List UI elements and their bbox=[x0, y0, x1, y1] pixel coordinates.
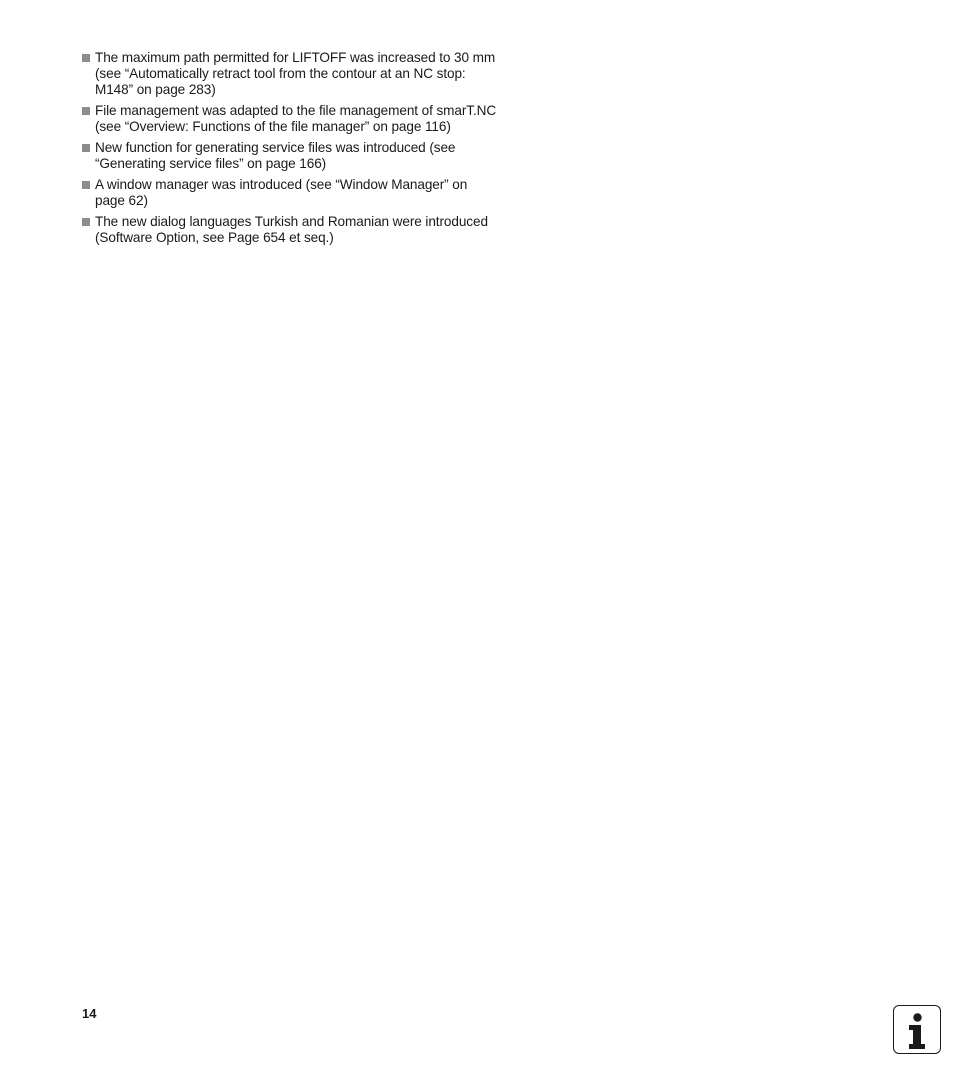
square-bullet-icon bbox=[82, 181, 90, 189]
list-item-text: (Software Option, see Page 654 et seq.) bbox=[95, 230, 334, 245]
list-item-text: File management was adapted to the file management of smarT.NC bbox=[95, 103, 497, 118]
list-item bbox=[82, 103, 532, 135]
list-item bbox=[82, 140, 532, 172]
list-item-text: “Generating service files” on page 166) bbox=[95, 156, 327, 171]
square-bullet-icon bbox=[82, 107, 90, 115]
square-bullet-icon bbox=[82, 218, 90, 226]
list-item-text: page 62) bbox=[95, 193, 148, 208]
list-item bbox=[82, 177, 532, 209]
list-item-text: The new dialog languages Turkish and Romanian were introduced bbox=[95, 214, 488, 229]
list-item-text: New function for generating service files was introduced (see bbox=[95, 140, 456, 155]
info-icon bbox=[893, 1005, 941, 1054]
list-item-text: A window manager was introduced (see “Window Manager” on bbox=[95, 177, 468, 192]
info-glyph-icon bbox=[894, 1006, 942, 1055]
square-bullet-icon bbox=[82, 144, 90, 152]
square-bullet-icon bbox=[82, 54, 90, 62]
feature-list bbox=[82, 50, 532, 251]
list-item-text: M148” on page 283) bbox=[95, 82, 216, 97]
list-item bbox=[82, 214, 532, 246]
list-item-text: The maximum path permitted for LIFTOFF was increased to 30 mm bbox=[95, 50, 496, 65]
list-item-text: (see “Overview: Functions of the file manager” on page 116) bbox=[95, 119, 451, 134]
page-number: 14 bbox=[82, 1006, 97, 1021]
list-item bbox=[82, 50, 532, 98]
list-item-text: (see “Automatically retract tool from the contour at an NC stop: bbox=[95, 66, 466, 81]
